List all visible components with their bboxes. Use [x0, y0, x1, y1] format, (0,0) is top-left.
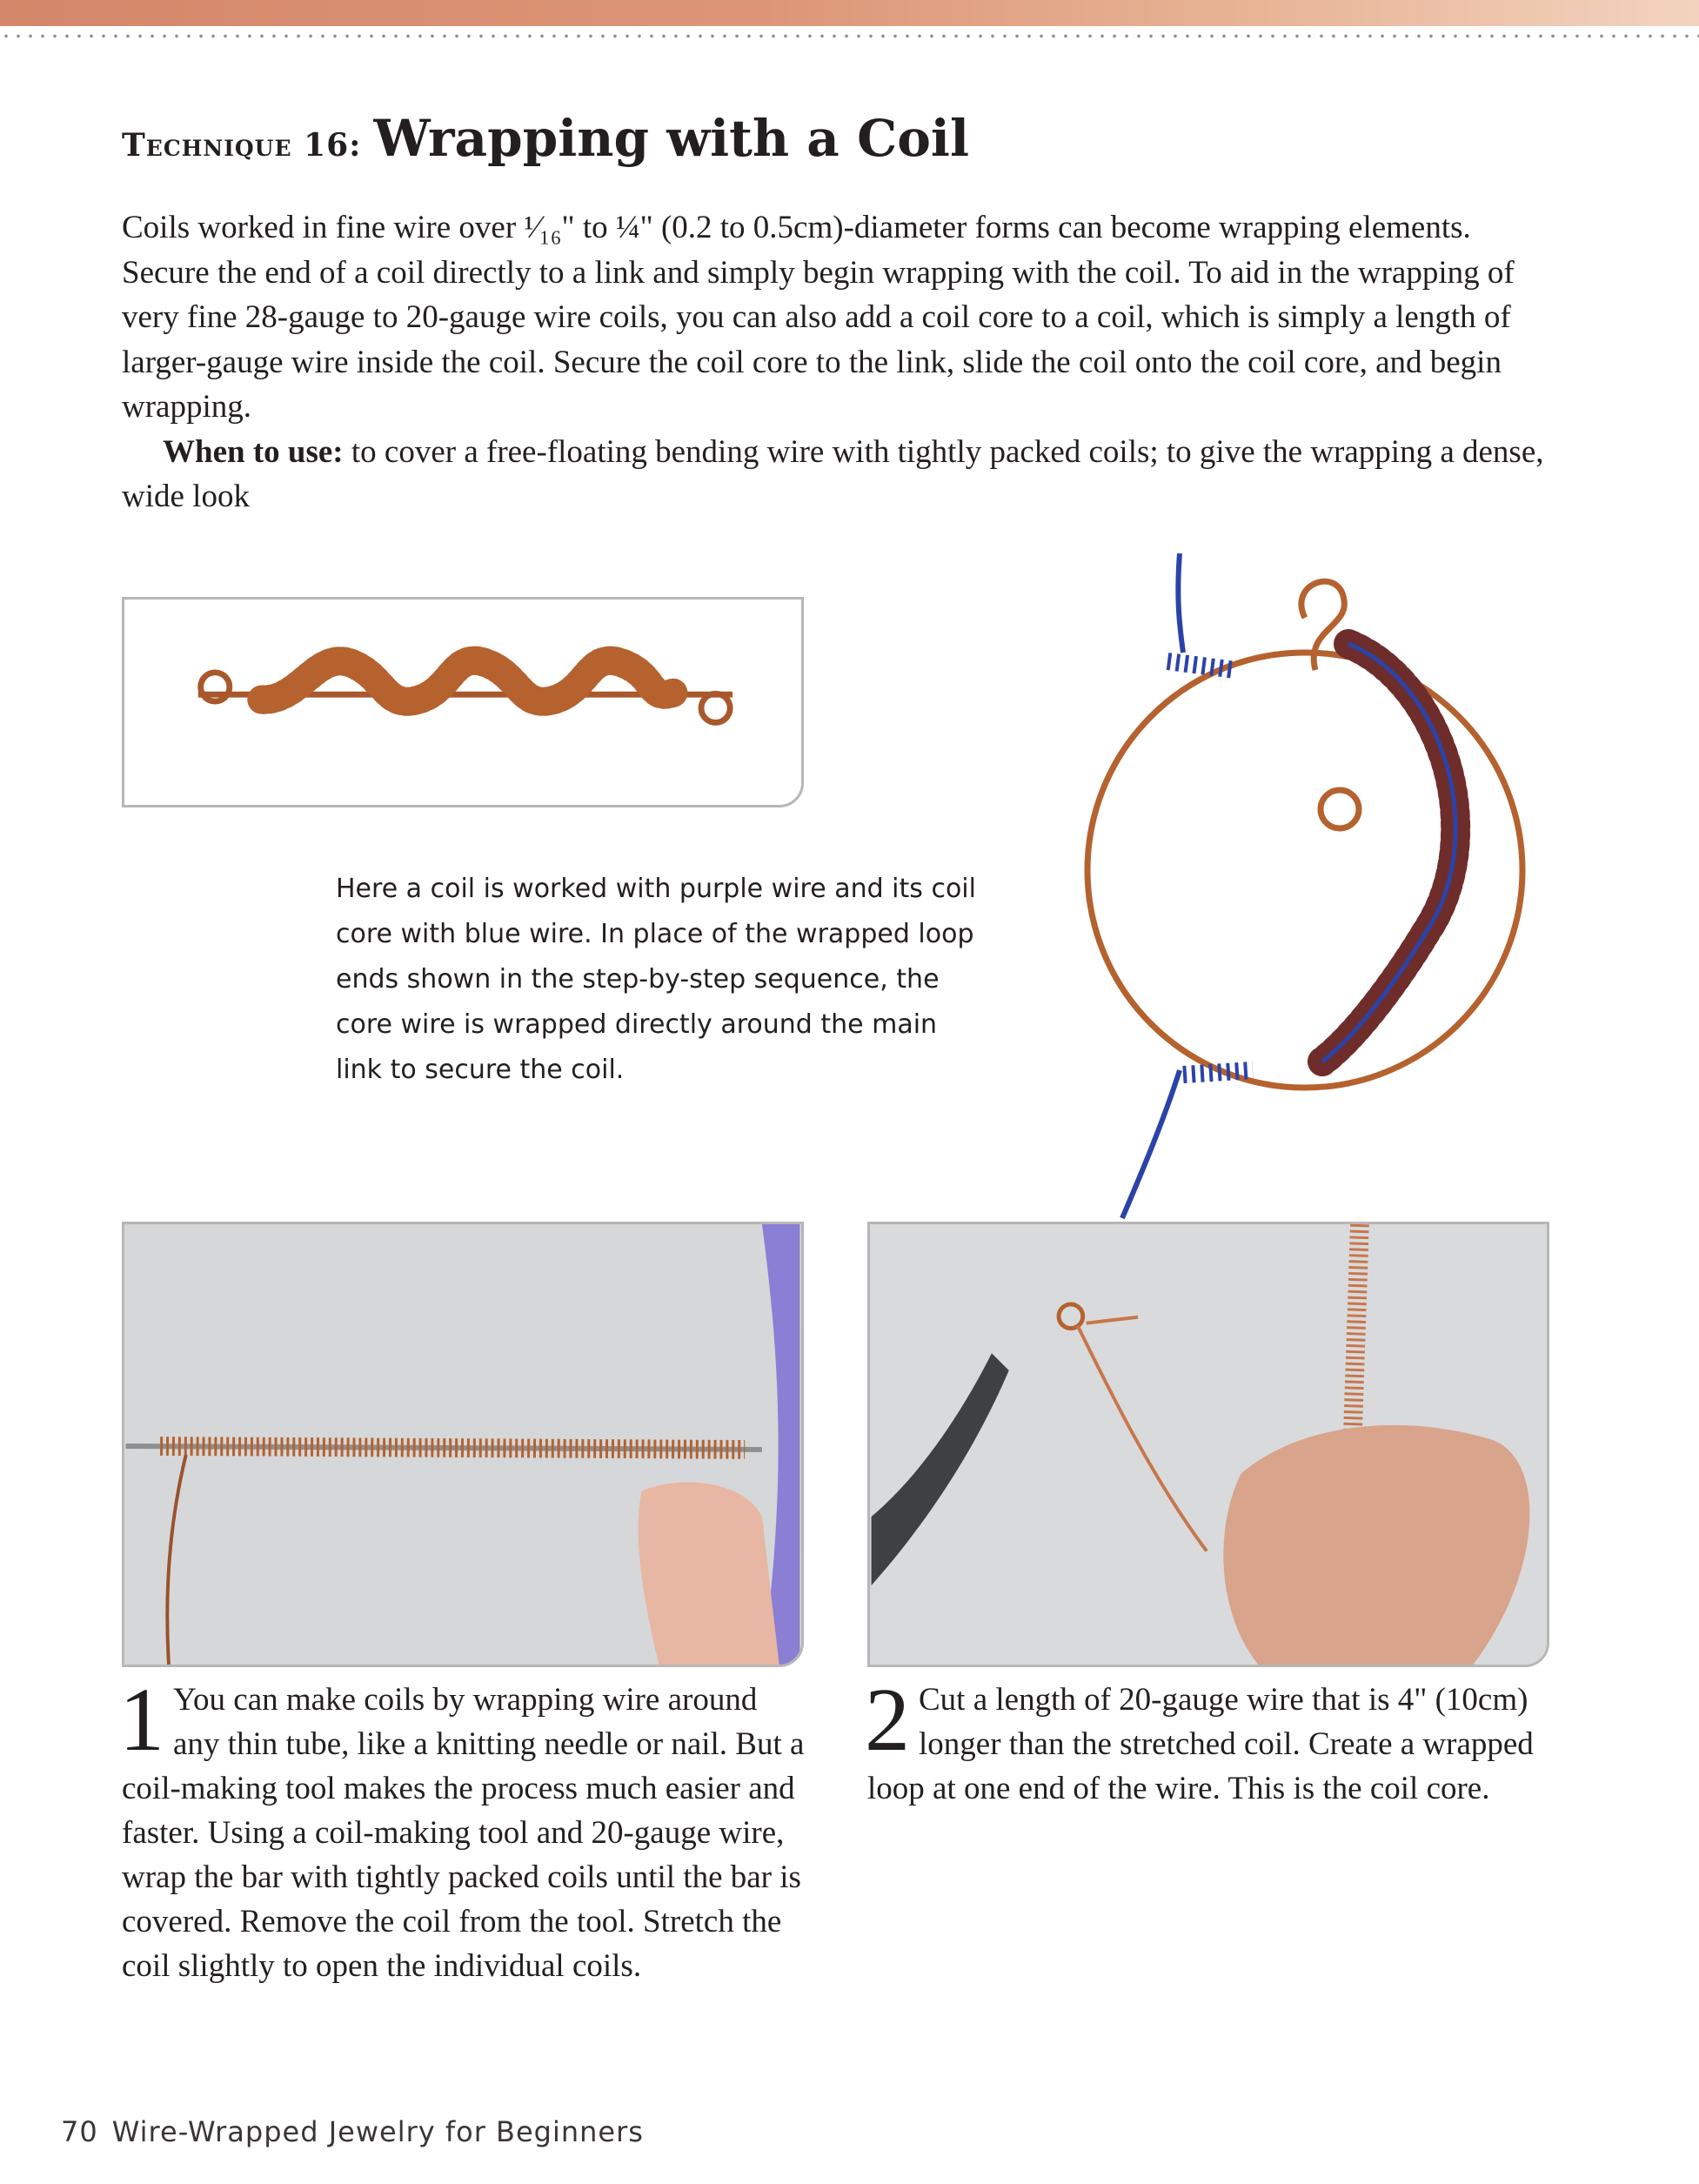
coil-core-illustration	[870, 1224, 1547, 1665]
top-dotted-rule	[0, 34, 1699, 38]
intro-paragraph: Coils worked in fine wire over ¹⁄₁₆" to ¼" (0.2 to 0.5cm)-diameter forms can become wrapping elements. Secure the end of a coil directly to a link and simply begin wrapping with the coil. To aid in the wrapping of very fine 28-gauge to 20-gauge wire coils, you can also add a coil core to a coil, which is simply a length of larger-gauge wire inside the coil. Secure the coil core to the link, slide the coil onto the coil core, and begin wrapping.	[122, 210, 1515, 425]
hoop-photo	[974, 548, 1583, 1227]
coil-bar-photo	[122, 597, 804, 807]
step-1-photo	[122, 1222, 804, 1667]
when-to-use	[122, 430, 1557, 519]
page-number: 70	[61, 2115, 98, 2148]
page-footer	[61, 2115, 644, 2148]
step-1-text: You can make coils by wrapping wire around any thin tube, like a knitting needle or nail. But a coil-making tool makes the process much easier and faster. Using a coil-making tool and 20-gauge wire, wrap the bar with tightly packed coils until the bar is covered. Remove the coil from the tool. Stretch the coil slightly to open the individual coils.	[122, 1682, 805, 1984]
technique-label: Technique 16:	[122, 127, 362, 164]
photo-caption: Here a coil is worked with purple wire and its coil core with blue wire. In place of the wrapped loop ends shown in the step-by-step sequence, the core wire is wrapped directly around the main link to secure the coil.	[336, 874, 976, 1085]
coil-bar-illustration	[124, 600, 801, 805]
coil-tool-illustration	[124, 1224, 801, 1665]
book-title: Wire-Wrapped Jewelry for Beginners	[111, 2115, 644, 2148]
when-to-use-label: When to use:	[163, 433, 344, 470]
step-2-number: 2	[865, 1670, 910, 1770]
intro-text	[122, 205, 1557, 519]
step-2	[865, 1670, 1555, 1811]
step-1-number: 1	[119, 1670, 164, 1770]
step-2-text: Cut a length of 20-gauge wire that is 4" (10cm) longer than the stretched coil. Create a wrapped loop at one end of the wire. This is the coil core.	[867, 1682, 1534, 1806]
when-to-use-text: to cover a free-floating bending wire with tightly packed coils; to give the wrapping a dense, wide look	[122, 433, 1544, 514]
top-color-band	[0, 0, 1699, 26]
technique-heading	[122, 109, 1601, 168]
technique-title: Wrapping with a Coil	[373, 109, 969, 168]
step-1	[119, 1670, 809, 1988]
step-2-photo	[867, 1222, 1549, 1667]
hoop-illustration	[974, 548, 1583, 1227]
